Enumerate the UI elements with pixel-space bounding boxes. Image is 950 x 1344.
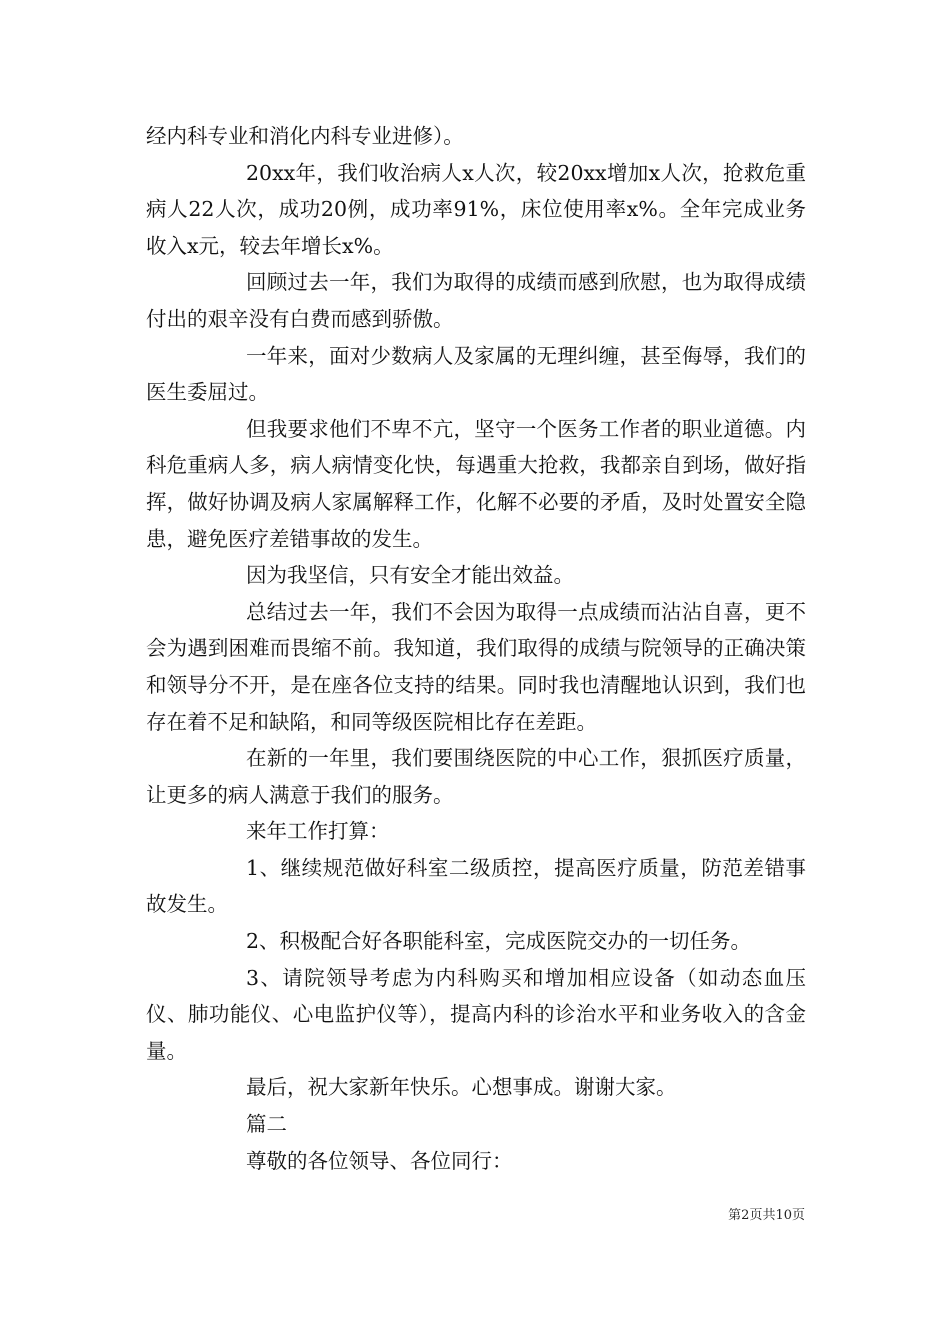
paragraph: 经内科专业和消化内科专业进修）。 xyxy=(146,124,464,148)
paragraph: 20xx年，我们收治病人x人次，较20xx增加x人次，抢救危重病人22人次，成功20例，成功率91%，床位使用率x%。全年完成业务收入x元，较去年增长x%。 xyxy=(146,160,806,258)
paragraph: 一年来，面对少数病人及家属的无理纠缠，甚至侮辱，我们的医生委屈过。 xyxy=(146,343,806,405)
salutation: 尊敬的各位领导、各位同行： xyxy=(246,1148,513,1173)
section-heading: 篇二 xyxy=(246,1112,287,1137)
paragraph: 但我要求他们不卑不亢，坚守一个医务工作者的职业道德。内科危重病人多，病人病情变化快，每遇重大抢救，我都亲自到场，做好指挥，做好协调及病人家属解释工作，化解不必要的矛盾，及时处置安全隐患，避免医疗差错事故的发生。 xyxy=(146,416,806,551)
list-item: 2、积极配合好各职能科室，完成医院交办的一切任务。 xyxy=(246,929,752,954)
list-item: 3、请院领导考虑为内科购买和增加相应设备（如动态血压仪、肺功能仪、心电监护仪等），提高内科的诊治水平和业务收入的含金量。 xyxy=(146,965,806,1063)
list-item: 1、继续规范做好科室二级质控，提高医疗质量，防范差错事故发生。 xyxy=(146,855,806,917)
document-body xyxy=(146,118,806,1179)
page-number: 第2页共10页 xyxy=(728,1208,805,1223)
paragraph: 最后，祝大家新年快乐。心想事成。谢谢大家。 xyxy=(246,1075,677,1100)
paragraph: 在新的一年里，我们要围绕医院的中心工作，狠抓医疗质量，让更多的病人满意于我们的服务。 xyxy=(146,746,806,807)
paragraph: 回顾过去一年，我们为取得的成绩而感到欣慰，也为取得成绩付出的艰辛没有白费而感到骄傲。 xyxy=(146,270,806,331)
paragraph: 因为我坚信，只有安全才能出效益。 xyxy=(246,563,574,588)
paragraph: 总结过去一年，我们不会因为取得一点成绩而沾沾自喜，更不会为遇到困难而畏缩不前。我知道，我们取得的成绩与院领导的正确决策和领导分不开，是在座各位支持的结果。同时我也清醒地认识到，我们也存在着不足和缺陷，和同等级医院相比存在差距。 xyxy=(146,599,806,734)
paragraph: 来年工作打算： xyxy=(246,819,390,844)
